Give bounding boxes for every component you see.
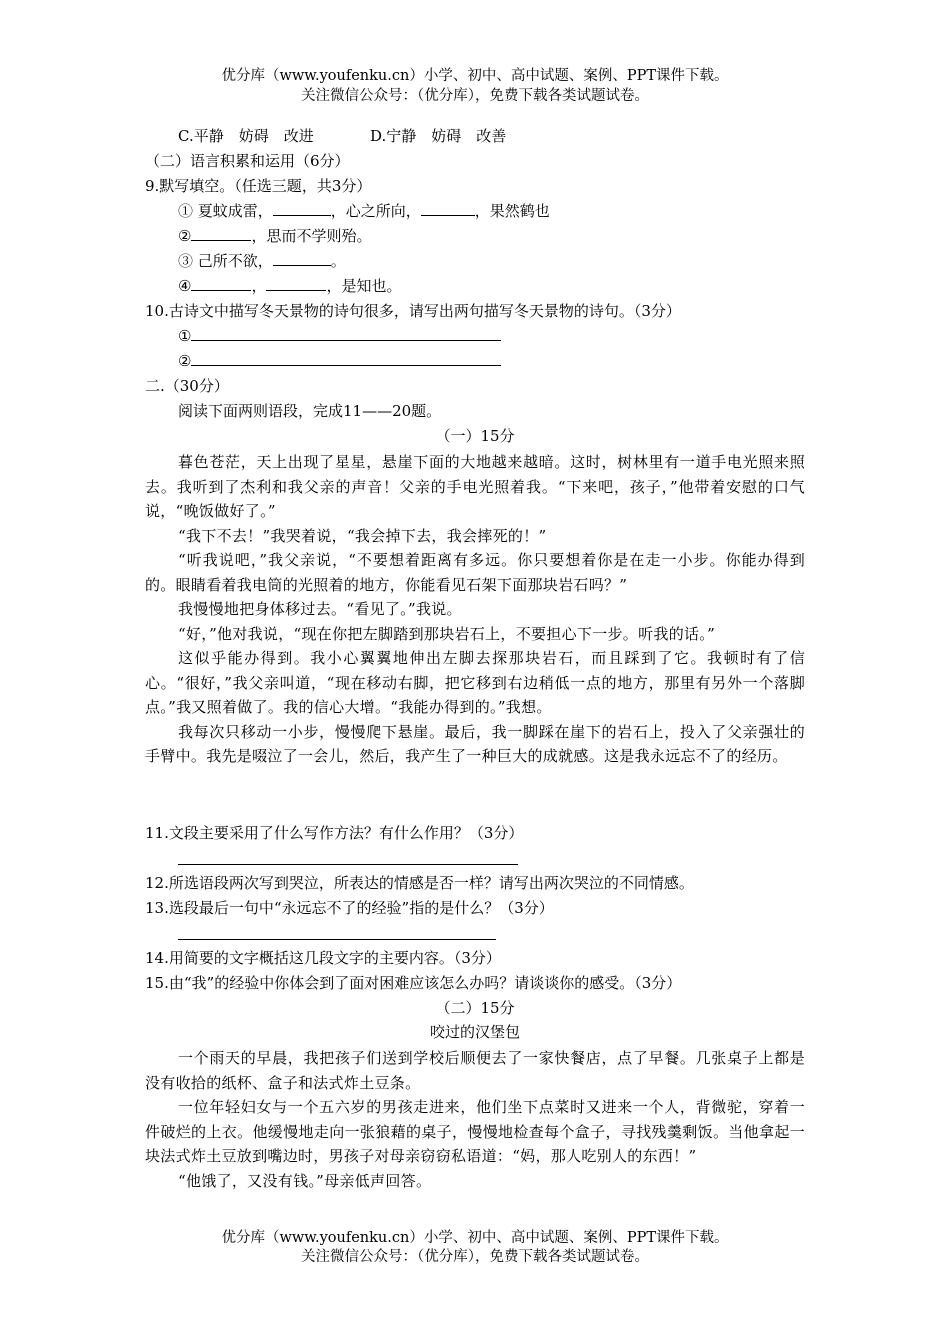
answer-blank[interactable] bbox=[421, 201, 475, 216]
question-12: 12.所选语段两次写到哭泣，所表达的情感是否一样？请写出两次哭泣的不同情感。 bbox=[145, 874, 694, 892]
passage-1-paragraph: 我每次只移动一小步，慢慢爬下悬崖。最后，我一脚踩在崖下的岩石上，投入了父亲强壮的手臂中。我先是啜泣了一会儿，然后，我产生了一种巨大的成就感。这是我永远忘不了的经历。 bbox=[145, 722, 805, 765]
passage-1-paragraph: 暮色苍茫，天上出现了星星，悬崖下面的大地越来越暗。这时，树林里有一道手电光照来照去。我听到了杰利和我父亲的声音！父亲的手电光照着我。“下来吧，孩子，”他带着安慰的口气说，“晚饭做好了。” bbox=[145, 453, 805, 520]
passage-2-paragraph: 一位年轻妇女与一个五六岁的男孩走进来，他们坐下点菜时又进来一个人，背微驼，穿着一件破烂的上衣。他缓慢地走向一张狼藉的桌子，慢慢地检查每个盒子，寻找残羹剩饭。当他拿起一块法式炸土豆放到嘴边时，男孩子对母亲窃窃私语道：“妈，那人吃别人的东西！” bbox=[145, 1098, 805, 1165]
passage-2-paragraph: “他饿了，又没有钱。”母亲低声回答。 bbox=[178, 1171, 432, 1190]
answer-blank[interactable] bbox=[273, 251, 331, 266]
passage-1-heading: （一）15分 bbox=[435, 427, 515, 445]
q9-item-4-text-b: ， bbox=[251, 277, 267, 295]
q10-marker-1: ① bbox=[178, 327, 192, 345]
answer-blank[interactable] bbox=[273, 201, 331, 216]
section-title: （二）语言积累和运用（6分） bbox=[145, 152, 350, 170]
answer-line[interactable] bbox=[191, 351, 501, 366]
footer-line-2: 关注微信公众号：（优分库），免费下载各类试题试卷。 bbox=[301, 1249, 649, 1265]
option-c: C.平静 妨碍 改进 bbox=[178, 127, 314, 145]
answer-line[interactable] bbox=[178, 864, 518, 865]
passage-1-paragraph: “听我说吧，”我父亲说，“不要想着距离有多远。你只要想着你是在走一小步。你能办得到的。眼睛看着我电筒的光照着的地方，你能看见石架下面那块岩石吗？” bbox=[145, 551, 805, 594]
passage-1-paragraph: “好，”他对我说，“现在你把左脚踏到那块岩石上，不要担心下一步。听我的话。” bbox=[178, 624, 716, 643]
answer-blank[interactable] bbox=[266, 276, 326, 291]
q9-item-1-text-c: ，果然鹤也 bbox=[474, 202, 550, 220]
header-line-2: 关注微信公众号：（优分库），免费下载各类试题试卷。 bbox=[301, 88, 649, 104]
question-11: 11.文段主要采用了什么写作方法？有什么作用？（3分） bbox=[145, 824, 524, 842]
answer-blank[interactable] bbox=[191, 226, 251, 241]
q10-marker-2: ② bbox=[178, 352, 192, 370]
passage-2-heading: （二）15分 bbox=[435, 999, 515, 1017]
q9-item-2 bbox=[178, 226, 371, 246]
q9-item-3-text-a: ③ 己所不欲， bbox=[178, 252, 273, 270]
passage-1-paragraph: 这似乎能办得到。我小心翼翼地伸出左脚去探那块岩石，而且踩到了它。我顿时有了信心。“很好，”我父亲叫道，“现在移动右脚，把它移到右边稍低一点的地方，那里有另外一个落脚点。”我又照着做了。我的信心大增。“我能办得到的。”我想。 bbox=[145, 649, 805, 716]
part-2-intro: 阅读下面两则语段，完成11——20题。 bbox=[178, 402, 442, 420]
header-line-1: 优分库（www.youfenku.cn）小学、初中、高中试题、案例、PPT课件下载。 bbox=[221, 68, 729, 84]
question-9: 9.默写填空。（任选三题，共3分） bbox=[145, 177, 372, 195]
q9-item-4-text-c: ，是知也。 bbox=[326, 277, 402, 295]
q9-item-1 bbox=[178, 201, 550, 221]
part-2-title: 二.（30分） bbox=[145, 377, 229, 395]
q9-item-3-text-b: 。 bbox=[330, 252, 346, 270]
question-10: 10.古诗文中描写冬天景物的诗句很多，请写出两句描写冬天景物的诗句。（3分） bbox=[145, 302, 681, 320]
q9-item-4 bbox=[178, 276, 401, 296]
q9-item-4-text-a: ④ bbox=[178, 277, 192, 295]
question-14: 14.用简要的文字概括这几段文字的主要内容。（3分） bbox=[145, 949, 501, 967]
footer-line-1: 优分库（www.youfenku.cn）小学、初中、高中试题、案例、PPT课件下载。 bbox=[221, 1230, 729, 1246]
q10-answer-1 bbox=[178, 326, 501, 346]
passage-1-paragraph: 我慢慢地把身体移过去。“看见了。”我说。 bbox=[178, 600, 462, 618]
passage-1-paragraph: “我下不去！”我哭着说，“我会掉下去，我会摔死的！” bbox=[178, 526, 547, 545]
passage-2-title: 咬过的汉堡包 bbox=[429, 1023, 520, 1041]
q10-answer-2 bbox=[178, 351, 501, 371]
question-13: 13.选段最后一句中“永远忘不了的经验”指的是什么？（3分） bbox=[145, 899, 554, 917]
option-d: D.宁静 妨碍 改善 bbox=[370, 127, 507, 145]
q9-item-2-text-b: ，思而不学则殆。 bbox=[251, 227, 372, 245]
q9-item-3 bbox=[178, 251, 346, 271]
q9-item-1-text-b: ，心之所向， bbox=[330, 202, 421, 220]
answer-line[interactable] bbox=[178, 939, 496, 940]
passage-2-paragraph: 一个雨天的早晨，我把孩子们送到学校后顺便去了一家快餐店，点了早餐。几张桌子上都是没有收拾的纸杯、盒子和法式炸土豆条。 bbox=[145, 1049, 805, 1092]
question-15: 15.由“我”的经验中你体会到了面对困难应该怎么办吗？请谈谈你的感受。（3分） bbox=[145, 974, 682, 992]
passage-2 bbox=[145, 1046, 805, 1193]
passage-1 bbox=[145, 450, 805, 769]
answer-blank[interactable] bbox=[191, 276, 251, 291]
answer-line[interactable] bbox=[191, 326, 501, 341]
q9-item-1-text-a: ① 夏蚊成雷， bbox=[178, 202, 273, 220]
q9-item-2-text-a: ② bbox=[178, 227, 192, 245]
